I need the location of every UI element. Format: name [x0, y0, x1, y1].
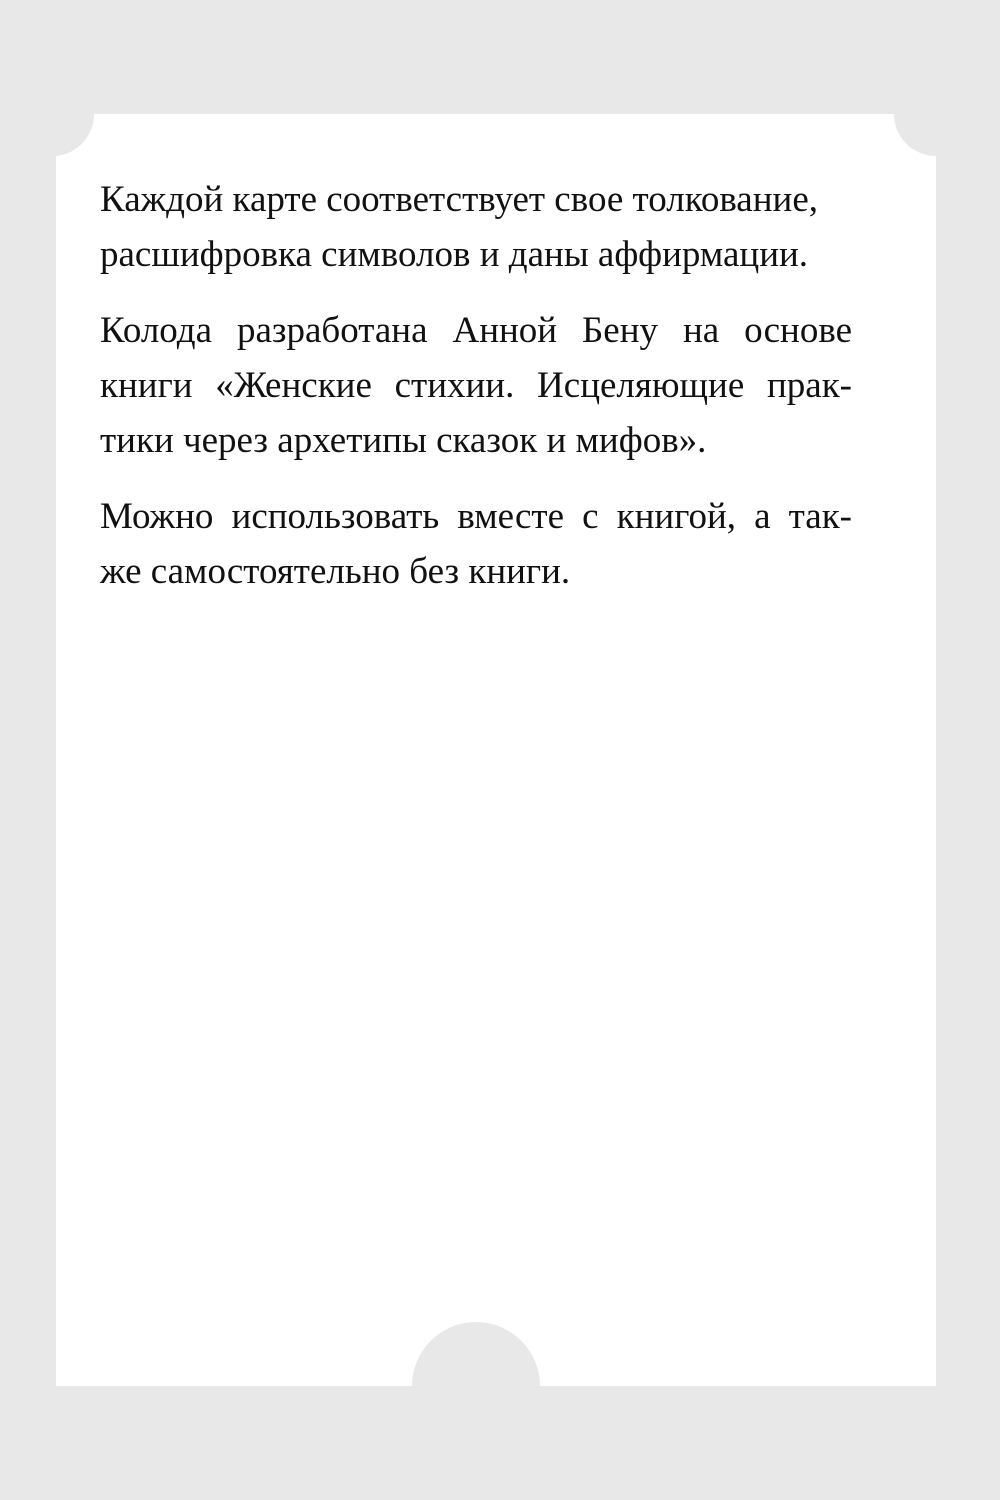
paragraph-2 — [100, 303, 852, 468]
paragraph-3 — [100, 489, 852, 599]
paragraph-3-line-2: же самостоятельно без книги. — [100, 551, 571, 592]
card-text — [100, 172, 852, 620]
paragraph-1-line-1: Каждой карте соответствует свое толкование, — [100, 179, 818, 220]
paragraph-1 — [100, 172, 852, 282]
paragraph-2-line-3: тики через архетипы сказок и мифов». — [100, 420, 707, 461]
paragraph-1-line-2: расшифровка символов и даны аффирмации. — [100, 234, 809, 275]
paragraph-2-line-1: Колода разработана Анной Бену на основе — [100, 310, 852, 351]
paragraph-3-line-1: Можно использовать вместе с книгой, а так- — [100, 496, 852, 537]
paragraph-2-line-2: книги «Женские стихии. Исцеляющие прак- — [100, 365, 852, 406]
